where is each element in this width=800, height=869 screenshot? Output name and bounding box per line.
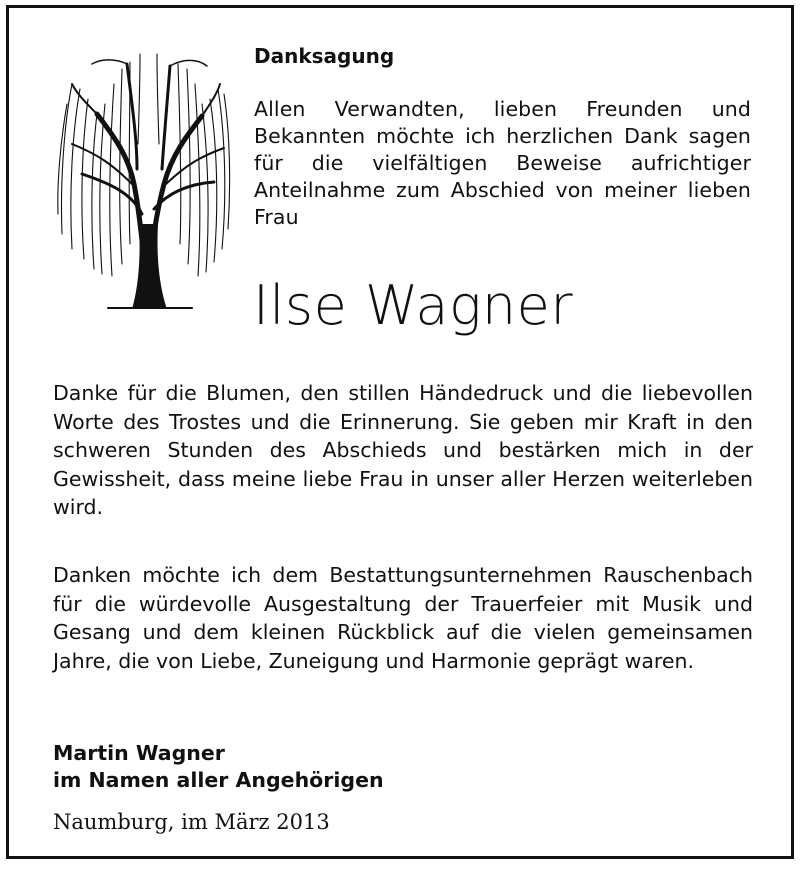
deceased-name: Ilse Wagner <box>253 274 574 337</box>
signature-name: Martin Wagner <box>53 741 225 765</box>
notice-heading: Danksagung <box>254 44 395 68</box>
obituary-notice <box>6 5 794 859</box>
thanks-paragraph-1: Danke für die Blumen, den stillen Händedruck und die liebevollen Worte des Trostes und die Erinnerung. Sie geben mir Kraft in den schweren Stunden des Abschieds und bestärken mich in der Gewissheit, dass meine liebe Frau in unser aller Herzen weiterleben wird. <box>53 381 753 519</box>
thanks-paragraph-2: Danken möchte ich dem Bestattungsunternehmen Rauschenbach für die würdevolle Ausgestaltung der Trauerfeier mit Musik und Gesang und dem kleinen Rückblick auf die vielen gemeinsamen Jahre, die von Liebe, Zuneigung und Harmonie geprägt waren. <box>53 563 753 673</box>
signature-subline: im Namen aller Angehörigen <box>53 768 384 792</box>
weeping-willow-tree-icon <box>42 44 232 319</box>
intro-text: Allen Verwandten, lieben Freunden und Bekannten möchte ich herzlichen Dank sagen für die vielfältigen Beweise aufrichtiger Anteilnahme zum Abschied von meiner lieben Frau <box>254 97 751 229</box>
place-date: Naumburg, im März 2013 <box>53 810 330 834</box>
